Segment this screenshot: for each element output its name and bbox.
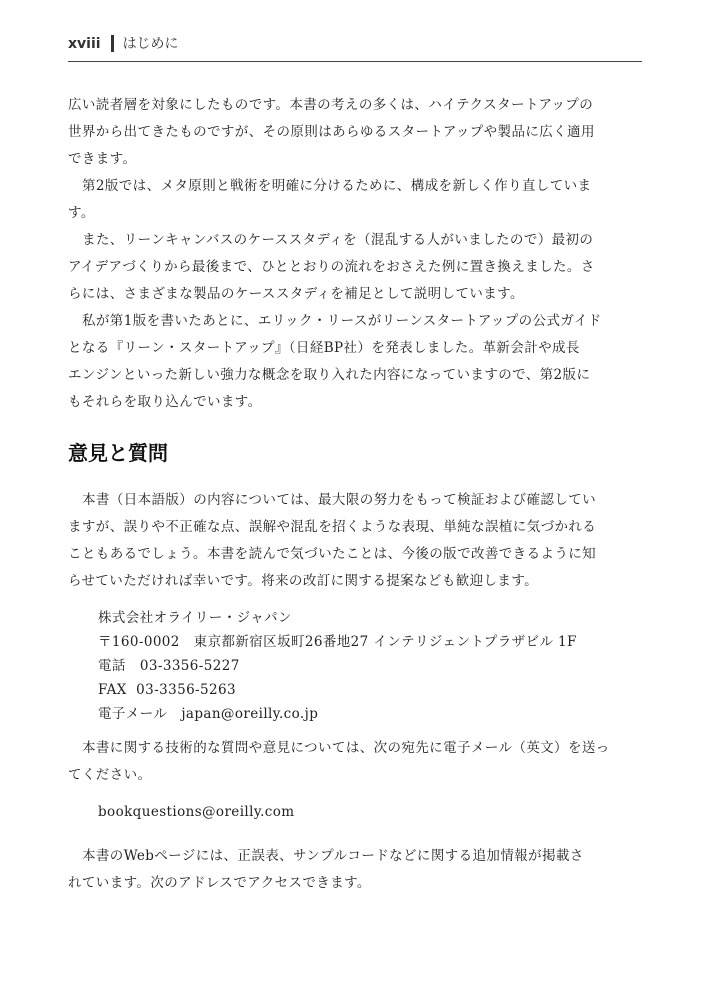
phone-line (98, 656, 240, 676)
phone-label: 電話 (98, 658, 126, 674)
text-line: らには、さまざまな製品のケーススタディを補足として説明しています。 (68, 286, 524, 302)
fax-number: 03-3356-5263 (136, 682, 236, 698)
email-line (98, 704, 318, 724)
postal-address: 〒160-0002 東京都新宿区坂町26番地27 インテリジェントプラザビル 1F (98, 634, 577, 650)
fax-line (98, 680, 236, 700)
text-line: 第2版では、メタ原則と戦術を明確に分けるために、構成を新しく作り直していま (82, 178, 592, 194)
text-line: 本書に関する技術的な質問や意見については、次の宛先に電子メール（英文）を送っ (82, 740, 610, 756)
section-heading: 意見と質問 (68, 441, 168, 465)
text-line: ますが、誤りや不正確な点、誤解や混乱を招くような表現、単純な誤植に気づかれる (68, 519, 597, 535)
question-email: bookquestions@oreilly.com (98, 804, 295, 820)
email-address: japan@oreilly.co.jp (181, 706, 319, 722)
text-line: アイデアづくりから最後まで、ひととおりの流れをおさえた例に置き換えました。さ (68, 259, 595, 275)
chapter-title: はじめに (122, 36, 179, 52)
text-line: エンジンといった新しい強力な概念を取り入れた内容になっていますので、第2版に (68, 367, 591, 383)
text-line: れています。次のアドレスでアクセスできます。 (68, 875, 371, 891)
text-line: らせていただければ幸いです。将来の改訂に関する提案なども歓迎します。 (68, 573, 539, 589)
text-line: 世界から出てきたものですが、その原則はあらゆるスタートアップや製品に広く適用 (68, 124, 595, 140)
phone-number: 03-3356-5227 (139, 658, 240, 674)
text-line: 私が第1版を書いたあとに、エリック・リースがリーンスタートアップの公式ガイド (82, 313, 602, 329)
text-line: となる『リーン・スタートアップ』（日経BP社）を発表しました。革新会計や成長 (68, 340, 580, 356)
page-number: xviii (68, 36, 101, 52)
text-line: 本書（日本語版）の内容については、最大限の努力をもって検証および確認してい (82, 492, 597, 508)
text-line: 広い読者層を対象にしたものです。本書の考えの多くは、ハイテクスタートアップの (68, 97, 594, 113)
text-line: また、リーンキャンバスのケーススタディを（混乱する人がいましたので）最初の (82, 232, 594, 248)
text-line: もそれらを取り込んでいます。 (68, 394, 262, 410)
text-line: す。 (68, 205, 95, 221)
text-line: こともあるでしょう。本書を読んで気づいたことは、今後の版で改善できるように知 (68, 546, 597, 562)
company-name: 株式会社オライリー・ジャパン (98, 610, 292, 626)
email-label: 電子メール (98, 706, 168, 722)
fax-label: FAX (98, 682, 127, 698)
text-line: てください。 (68, 767, 152, 783)
header-divider (111, 35, 114, 52)
text-line: 本書のWebページには、正誤表、サンプルコードなどに関する追加情報が掲載さ (82, 848, 584, 864)
text-line: できます。 (68, 151, 137, 167)
running-header (68, 35, 642, 62)
